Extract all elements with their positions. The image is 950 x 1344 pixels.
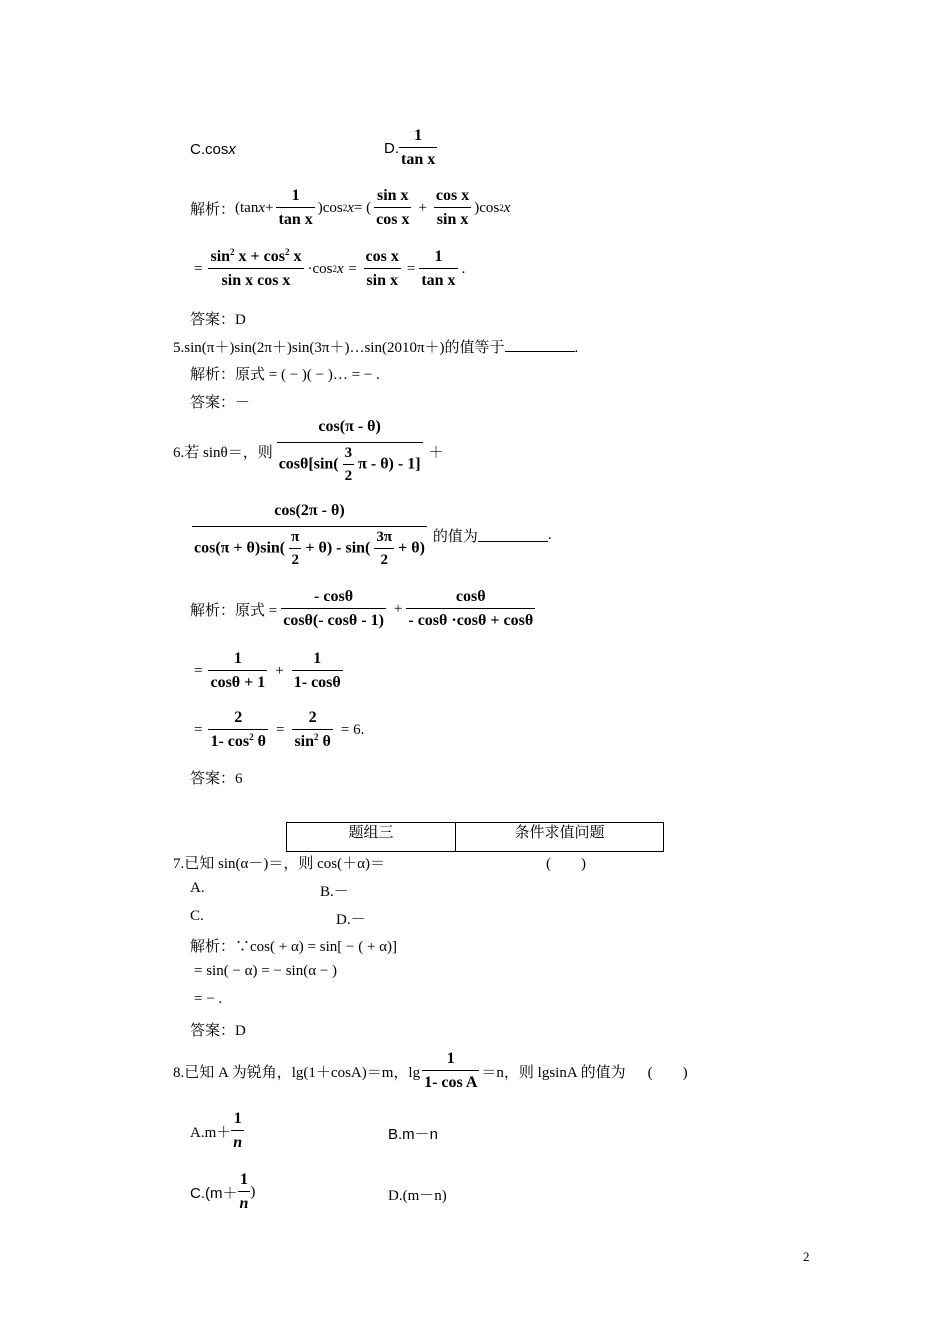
q7-answer: 答案：D bbox=[190, 1023, 246, 1039]
q7-option-d: D.－ bbox=[336, 912, 366, 928]
q4-option-d: D. $\frac{1}{\text{tan x}}$ bbox=[384, 127, 436, 168]
q8-stem: 8.已知 A 为锐角，lg(1＋cosA)＝m，lg $\frac{1}{\text{1- cos A}}$ ＝n，则 lgsinA 的值为 ( ) bbox=[173, 1050, 688, 1091]
q4-solution-line2: = $\frac{\sin^2 x + \cos^2 x}{\text{sin x cos x}}$ ·cos 2 x = $\frac{\text{cos x}}{\text{sin x}}$ = $\frac{1}{\text{tan x}}$ . bbox=[194, 247, 466, 289]
group-label: 题组三 bbox=[287, 823, 456, 851]
q5-stem: 5.sin(π＋)sin(2π＋)sin(3π＋)…sin(2010π＋)的值等于 . bbox=[173, 340, 579, 356]
q7-solution-line2: = sin( − α) = − sin(α − ) bbox=[194, 963, 338, 979]
q6-stem-line1: 6.若 sinθ＝，则 cos(π - θ) cosθ[sin( $\frac{3}{2}$ π - θ) - 1] ＋ bbox=[173, 418, 444, 484]
q8-option-d: D.(m－n) bbox=[388, 1188, 447, 1204]
q6-answer-blank bbox=[478, 529, 548, 542]
q6-solution-line3: = $\frac{2}{1- \cos^2 \theta}$ = $\frac{2}{\sin^2 \theta}$ = 6. bbox=[194, 709, 365, 750]
q7-stem: 7.已知 sin(α－)＝，则 cos(＋α)＝ bbox=[173, 856, 385, 872]
group-topic: 条件求值问题 bbox=[514, 825, 605, 841]
q5-solution: 解析：原式 = ( − )( − )… = − . bbox=[190, 367, 380, 383]
q6-solution-line1: 解析：原式 = $\frac{- \cos\theta}{\cos\theta(- \cos\theta - 1)}$ + $\frac{\cos\theta}{- \cos\theta \cdot\cos\theta + \cos\theta}$ bbox=[190, 588, 534, 629]
q8-option-a: A.m＋ $\frac{1}{n}$ bbox=[190, 1110, 243, 1151]
q7-option-b: B.－ bbox=[320, 884, 349, 900]
q4-option-c: C.cosx bbox=[190, 141, 236, 158]
q6-stem-line2: cos(2π - θ) cos(π + θ)sin( $\frac{\pi}{2}$ + θ) - sin( $\frac{3\pi}{2}$ + θ) 的值为 . bbox=[194, 502, 552, 568]
q7-answer-paren: ( ) bbox=[546, 856, 586, 872]
q7-solution-line3: = − . bbox=[194, 991, 223, 1007]
q8-answer-paren: ( ) bbox=[647, 1064, 688, 1081]
group-header-table bbox=[286, 822, 664, 852]
q7-option-a: A. bbox=[190, 880, 205, 896]
q5-answer: 答案：－ bbox=[190, 395, 251, 411]
q4-answer: 答案：D bbox=[190, 312, 246, 328]
q5-answer-blank bbox=[505, 339, 575, 352]
page-number: 2 bbox=[803, 1249, 810, 1264]
q8-option-b: B.m－n bbox=[388, 1126, 439, 1143]
q6-answer: 答案：6 bbox=[190, 771, 243, 787]
q6-solution-line2: = $\frac{1}{\cos\theta + 1}$ + $\frac{1}{1- \cos\theta}$ bbox=[194, 650, 341, 691]
q7-option-c: C. bbox=[190, 908, 204, 924]
q4-solution-line1: 解析： (tan x + $\frac{1}{\text{tan x}}$ )cos 2 x = ( $\frac{\text{sin x}}{\text{cos x}}$ + $\frac{\text{cos x}}{\text{sin x}}$ )cos 2 x bbox=[190, 187, 511, 228]
q8-option-c: C.(m＋ $\frac{1}{n}$ ) bbox=[190, 1171, 256, 1212]
q7-solution-line1: 解析：∵cos( + α) = sin[ − ( + α)] bbox=[190, 939, 398, 955]
